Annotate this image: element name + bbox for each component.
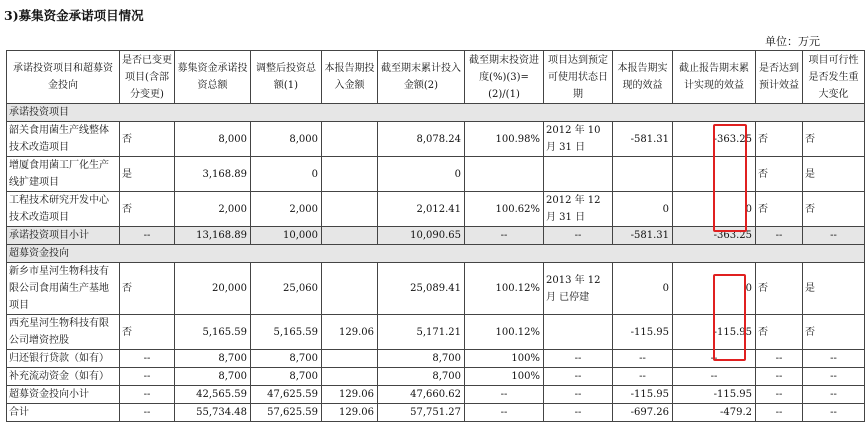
- table-cell: 否: [803, 192, 865, 227]
- table-cell: 129.06: [322, 404, 378, 422]
- table-cell: 否: [756, 122, 803, 157]
- table-cell: [322, 122, 378, 157]
- table-row: [7, 404, 865, 422]
- table-cell: -115.95: [613, 386, 673, 404]
- section-row-committed: [7, 104, 865, 122]
- table-cell: 5,165.59: [175, 315, 251, 350]
- table-cell: 100.12%: [465, 315, 544, 350]
- table-cell: -363.25: [673, 122, 756, 157]
- table-cell: 25,089.41: [378, 263, 465, 315]
- header-cumulative-input: 截至期末累计投入金额(2): [378, 51, 465, 104]
- table-cell: --: [756, 350, 803, 368]
- table-cell: 100.62%: [465, 192, 544, 227]
- table-cell: -363.25: [673, 227, 756, 245]
- table-cell: --: [803, 350, 865, 368]
- table-cell: 8,700: [251, 368, 322, 386]
- section-label: 超募资金投向: [7, 245, 865, 263]
- table-cell: --: [544, 227, 613, 245]
- table-cell: 2012 年 10 月 31 日: [544, 122, 613, 157]
- header-changed: 是否已变更项目(含部分变更): [120, 51, 175, 104]
- table-row: [7, 368, 865, 386]
- table-cell: 否: [120, 192, 175, 227]
- table-cell: --: [544, 368, 613, 386]
- table-cell: 5,171.21: [378, 315, 465, 350]
- section-label: 承诺投资项目: [7, 104, 865, 122]
- table-cell: 否: [120, 263, 175, 315]
- table-cell: -581.31: [613, 227, 673, 245]
- table-cell: [544, 315, 613, 350]
- table-cell: 129.06: [322, 386, 378, 404]
- table-cell: --: [613, 368, 673, 386]
- table-cell: 10,090.65: [378, 227, 465, 245]
- table-cell: --: [756, 404, 803, 422]
- table-cell: --: [756, 368, 803, 386]
- table-cell: 57,751.27: [378, 404, 465, 422]
- table-cell: 2,000: [251, 192, 322, 227]
- table-cell: --: [803, 404, 865, 422]
- table-cell: 129.06: [322, 315, 378, 350]
- header-progress: 截至期末投资进度(%)(3)=(2)/(1): [465, 51, 544, 104]
- table-cell: 2,012.41: [378, 192, 465, 227]
- table-cell: 超募资金投向小计: [7, 386, 120, 404]
- table-cell: 韶关食用菌生产线整体技术改造项目: [7, 122, 120, 157]
- header-expected-benefit: 是否达到预计效益: [756, 51, 803, 104]
- table-cell: 8,700: [378, 368, 465, 386]
- table-cell: 0: [251, 157, 322, 192]
- table-cell: 2012 年 12 月 31 日: [544, 192, 613, 227]
- table-cell: 10,000: [251, 227, 322, 245]
- header-cumulative-benefit: 截止报告期末累计实现的效益: [673, 51, 756, 104]
- table-cell: --: [803, 386, 865, 404]
- table-cell: 0: [613, 263, 673, 315]
- table-cell: --: [120, 368, 175, 386]
- table-cell: --: [465, 404, 544, 422]
- table-cell: 否: [756, 315, 803, 350]
- table-cell: 100%: [465, 350, 544, 368]
- section-row-overraised: [7, 245, 865, 263]
- table-cell: 否: [803, 122, 865, 157]
- table-cell: 8,700: [175, 350, 251, 368]
- table-cell: [322, 368, 378, 386]
- table-cell: --: [120, 350, 175, 368]
- table-cell: --: [465, 386, 544, 404]
- table-cell: --: [756, 386, 803, 404]
- table-cell: 西充星河生物科技有限公司增资控股: [7, 315, 120, 350]
- table-cell: 47,660.62: [378, 386, 465, 404]
- table-cell: 补充流动资金（如有）: [7, 368, 120, 386]
- table-cell: --: [756, 227, 803, 245]
- table-cell: --: [673, 350, 756, 368]
- table-cell: 2,000: [175, 192, 251, 227]
- table-cell: [322, 227, 378, 245]
- table-cell: [465, 157, 544, 192]
- table-cell: 0: [378, 157, 465, 192]
- table-cell: --: [673, 368, 756, 386]
- table-cell: [613, 157, 673, 192]
- table-cell: --: [120, 404, 175, 422]
- table-cell: 5,165.59: [251, 315, 322, 350]
- table-cell: --: [120, 386, 175, 404]
- section-title: 3)募集资金承诺项目情况: [4, 8, 144, 23]
- table-cell: 2013 年 12 月 已停建: [544, 263, 613, 315]
- table-cell: 是: [803, 263, 865, 315]
- table-cell: 否: [120, 315, 175, 350]
- table-cell: 47,625.59: [251, 386, 322, 404]
- table-cell: 否: [756, 192, 803, 227]
- table-cell: --: [613, 350, 673, 368]
- table-cell: 100.12%: [465, 263, 544, 315]
- unit-label: 单位：万元: [765, 35, 820, 48]
- table-cell: [544, 157, 613, 192]
- table-cell: 57,625.59: [251, 404, 322, 422]
- table-cell: 否: [756, 157, 803, 192]
- table-cell: 0: [613, 192, 673, 227]
- table-cell: 否: [756, 263, 803, 315]
- table-cell: 增厦食用菌工厂化生产线扩建项目: [7, 157, 120, 192]
- header-period-input: 本报告期投入金额: [322, 51, 378, 104]
- table-cell: 否: [803, 315, 865, 350]
- highlight-box: [713, 274, 746, 361]
- table-cell: 承诺投资项目小计: [7, 227, 120, 245]
- header-feasibility-change: 项目可行性是否发生重大变化: [803, 51, 865, 104]
- table-cell: --: [544, 350, 613, 368]
- table-cell: 8,700: [251, 350, 322, 368]
- table-cell: [322, 263, 378, 315]
- table-cell: -479.2: [673, 404, 756, 422]
- table-cell: 8,700: [378, 350, 465, 368]
- table-cell: 8,700: [175, 368, 251, 386]
- table-cell: 25,060: [251, 263, 322, 315]
- header-project: 承诺投资项目和超募资金投向: [7, 51, 120, 104]
- table-cell: 8,000: [175, 122, 251, 157]
- header-period-benefit: 本报告期实现的效益: [613, 51, 673, 104]
- table-cell: 55,734.48: [175, 404, 251, 422]
- table-cell: 100.98%: [465, 122, 544, 157]
- table-cell: 42,565.59: [175, 386, 251, 404]
- table-cell: 8,078.24: [378, 122, 465, 157]
- table-row: [7, 386, 865, 404]
- table-cell: 否: [120, 122, 175, 157]
- table-cell: [322, 157, 378, 192]
- table-cell: 工程技术研究开发中心技术改造项目: [7, 192, 120, 227]
- header-row: [7, 51, 865, 104]
- header-ready-date: 项目达到预定可使用状态日期: [544, 51, 613, 104]
- table-cell: 0: [673, 263, 756, 315]
- table-cell: 13,168.89: [175, 227, 251, 245]
- table-cell: 8,000: [251, 122, 322, 157]
- header-committed-total: 募集资金承诺投资总额: [175, 51, 251, 104]
- table-cell: 归还银行贷款（如有）: [7, 350, 120, 368]
- table-cell: -115.95: [673, 315, 756, 350]
- table-cell: --: [544, 404, 613, 422]
- table-cell: 0: [673, 192, 756, 227]
- table-cell: -581.31: [613, 122, 673, 157]
- commitment-projects-table: [6, 50, 865, 422]
- table-cell: 是: [803, 157, 865, 192]
- table-cell: 新乡市星河生物科技有限公司食用菌生产基地项目: [7, 263, 120, 315]
- table-cell: 是: [120, 157, 175, 192]
- table-cell: -697.26: [613, 404, 673, 422]
- table-cell: -115.95: [613, 315, 673, 350]
- table-cell: -115.95: [673, 386, 756, 404]
- header-adjusted-total: 调整后投资总额(1): [251, 51, 322, 104]
- table-cell: 20,000: [175, 263, 251, 315]
- table-cell: [322, 192, 378, 227]
- table-cell: 合计: [7, 404, 120, 422]
- table-cell: --: [544, 386, 613, 404]
- table-cell: 3,168.89: [175, 157, 251, 192]
- table-cell: --: [120, 227, 175, 245]
- table-cell: --: [803, 227, 865, 245]
- table-cell: [322, 350, 378, 368]
- table-cell: --: [465, 227, 544, 245]
- highlight-box: [713, 124, 747, 232]
- table-cell: --: [803, 368, 865, 386]
- table-cell: 100%: [465, 368, 544, 386]
